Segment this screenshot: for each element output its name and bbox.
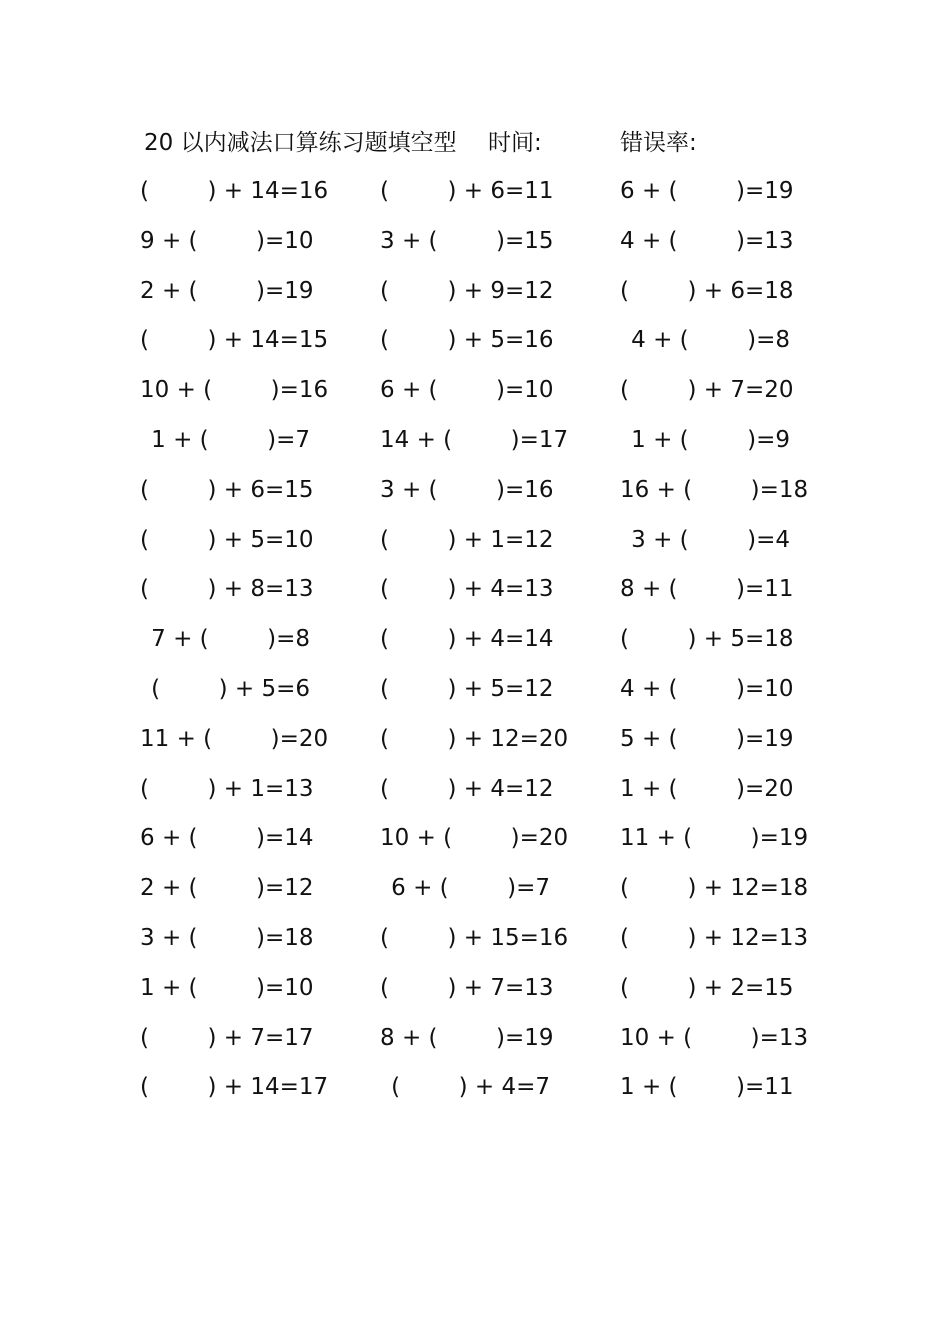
problem-cell: 14 + ( )=17	[380, 426, 569, 453]
problem-cell: 16 + ( )=18	[620, 476, 809, 503]
problem-row	[140, 273, 820, 323]
error-rate-label: 错误率:	[620, 130, 697, 156]
problem-cell: ( ) + 7=17	[140, 1024, 314, 1051]
problem-cell: 2 + ( )=12	[140, 875, 314, 902]
problem-cell: ( ) + 7=13	[380, 974, 554, 1001]
problem-cell: ( ) + 12=18	[620, 875, 809, 902]
problem-row	[140, 671, 820, 721]
problem-cell: 3 + ( )=18	[140, 924, 314, 951]
problem-row	[140, 1020, 820, 1070]
problem-row	[140, 472, 820, 522]
problem-cell: ( ) + 9=12	[380, 277, 554, 304]
problem-cell: ( ) + 14=16	[140, 178, 329, 204]
problem-cell: ( ) + 8=13	[140, 576, 314, 603]
problem-cell: ( ) + 5=6	[151, 675, 310, 702]
problem-row	[140, 870, 820, 920]
problem-cell: 3 + ( )=16	[380, 476, 554, 503]
problem-cell: 9 + ( )=10	[140, 227, 314, 254]
problem-row	[140, 522, 820, 572]
problem-cell: 4 + ( )=10	[620, 675, 794, 702]
problem-cell: 1 + ( )=10	[140, 974, 314, 1001]
problem-cell: 6 + ( )=14	[140, 825, 314, 852]
problem-cell: ( ) + 4=12	[380, 775, 554, 802]
problem-cell: ( ) + 15=16	[380, 924, 569, 951]
problem-cell: ( ) + 4=14	[380, 626, 554, 653]
problem-cell: 11 + ( )=19	[620, 825, 809, 852]
problem-cell: ( ) + 5=12	[380, 675, 554, 702]
problem-cell: ( ) + 5=18	[620, 626, 794, 653]
problem-cell: ( ) + 7=20	[620, 377, 794, 404]
problem-cell: ( ) + 2=15	[620, 974, 794, 1001]
problem-row	[140, 820, 820, 870]
problem-cell: ( ) + 4=13	[380, 576, 554, 603]
problem-cell: ( ) + 6=18	[620, 277, 794, 304]
worksheet-title: 20 以内减法口算练习题填空型	[144, 130, 457, 156]
problem-cell: 8 + ( )=19	[380, 1024, 554, 1051]
problem-cell: ( ) + 6=15	[140, 476, 314, 503]
problem-cell: 6 + ( )=10	[380, 377, 554, 404]
problem-row	[140, 721, 820, 771]
problem-cell: 4 + ( )=8	[631, 327, 790, 354]
problem-grid	[140, 173, 820, 1119]
problem-cell: 1 + ( )=11	[620, 1074, 794, 1101]
problem-cell: ( ) + 14=15	[140, 327, 329, 354]
problem-cell: 1 + ( )=7	[151, 426, 310, 453]
problem-cell: ( ) + 12=20	[380, 725, 569, 752]
problem-cell: 11 + ( )=20	[140, 725, 329, 752]
problem-cell: 5 + ( )=19	[620, 725, 794, 752]
problem-cell: 7 + ( )=8	[151, 626, 310, 653]
problem-cell: 10 + ( )=16	[140, 377, 329, 404]
problem-cell: 6 + ( )=7	[391, 875, 550, 902]
problem-row	[140, 322, 820, 372]
problem-row	[140, 571, 820, 621]
problem-row	[140, 1069, 820, 1119]
time-label: 时间:	[488, 130, 542, 156]
problem-cell: 4 + ( )=13	[620, 227, 794, 254]
problem-row	[140, 422, 820, 472]
problem-cell: ( ) + 4=7	[391, 1074, 550, 1101]
problem-cell: ( ) + 12=13	[620, 924, 809, 951]
problem-row	[140, 621, 820, 671]
problem-cell: ( ) + 1=13	[140, 775, 314, 802]
problem-row	[140, 223, 820, 273]
problem-cell: 10 + ( )=20	[380, 825, 569, 852]
problem-cell: ( ) + 6=11	[380, 178, 554, 204]
problem-row	[140, 173, 820, 223]
worksheet-header	[144, 126, 824, 160]
problem-cell: ( ) + 5=16	[380, 327, 554, 354]
problem-row	[140, 920, 820, 970]
problem-cell: 8 + ( )=11	[620, 576, 794, 603]
problem-cell: ( ) + 5=10	[140, 526, 314, 553]
problem-cell: ( ) + 1=12	[380, 526, 554, 553]
problem-cell: 10 + ( )=13	[620, 1024, 809, 1051]
problem-cell: 3 + ( )=15	[380, 227, 554, 254]
problem-row	[140, 372, 820, 422]
problem-cell: 3 + ( )=4	[631, 526, 790, 553]
problem-cell: 2 + ( )=19	[140, 277, 314, 304]
problem-cell: 1 + ( )=9	[631, 426, 790, 453]
problem-row	[140, 970, 820, 1020]
problem-row	[140, 771, 820, 821]
problem-cell: ( ) + 14=17	[140, 1074, 329, 1101]
problem-cell: 1 + ( )=20	[620, 775, 794, 802]
problem-cell: 6 + ( )=19	[620, 178, 794, 204]
